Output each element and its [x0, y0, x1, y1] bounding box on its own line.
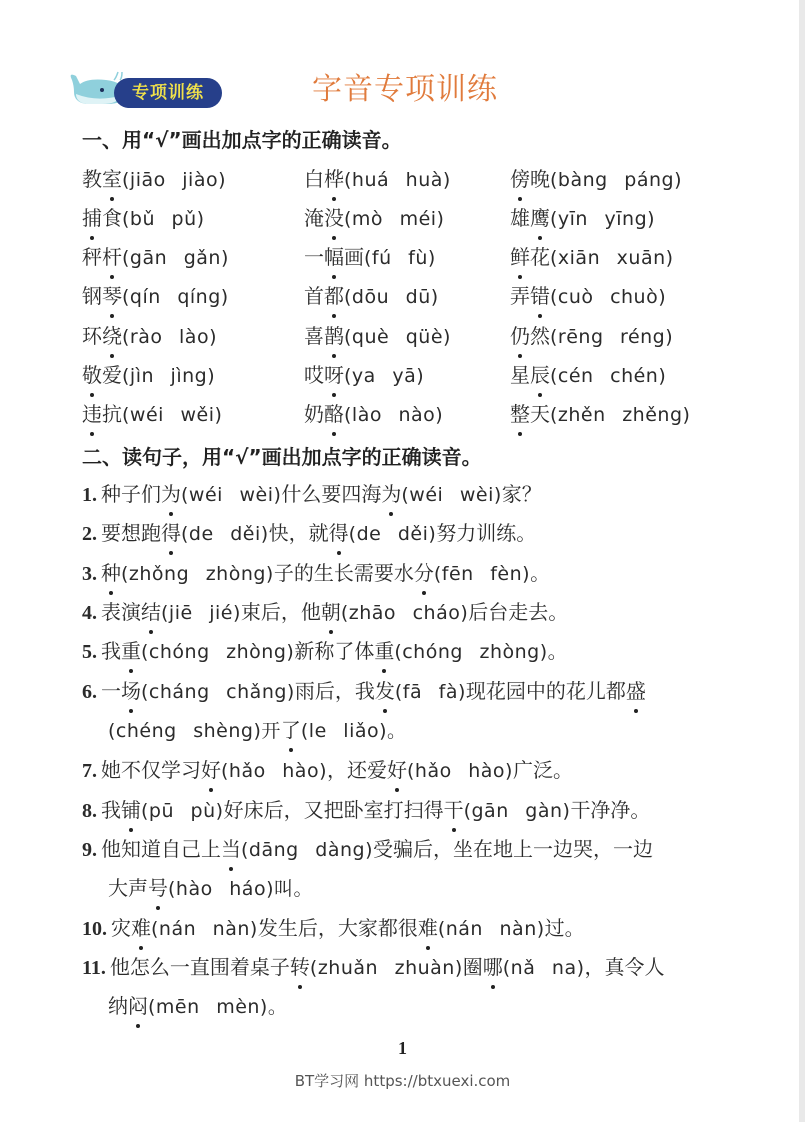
word-char: 雄 — [510, 206, 530, 230]
dotted-char: 傍 — [510, 167, 530, 191]
pinyin-options: (ya yā) — [344, 365, 425, 387]
word-item — [82, 323, 217, 350]
dotted-char: 捕 — [82, 206, 102, 230]
page-number: 1 — [398, 1038, 407, 1058]
word-item — [82, 362, 215, 389]
sentence-number: 5. — [82, 641, 97, 663]
pinyin-options: (chóng zhòng) — [141, 641, 295, 663]
word-char: 天 — [530, 402, 550, 426]
word-char: 白 — [304, 167, 324, 191]
sentence-number: 11. — [82, 957, 106, 979]
sentence-text: 我 — [101, 639, 121, 663]
dotted-char: 重 — [121, 639, 141, 663]
sentence-number: 4. — [82, 602, 97, 624]
sentence-number: 2. — [82, 523, 97, 545]
pinyin-options: (dōu dū) — [344, 286, 439, 308]
sentence-text: 过。 — [544, 916, 585, 940]
sentence-text: 发生后，大家都很 — [257, 916, 418, 940]
dotted-char: 重 — [374, 639, 395, 663]
word-char: 花 — [530, 245, 550, 269]
word-char: 爱 — [102, 363, 122, 387]
pinyin-options: (lào nào) — [344, 404, 444, 426]
sentence-text: 后台走去。 — [468, 600, 569, 624]
dotted-char: 种 — [101, 561, 121, 585]
sentence-text: 灾 — [111, 916, 131, 940]
sentence-text: 圈 — [462, 955, 483, 979]
word-char: 喜 — [304, 324, 324, 348]
sentence-number: 6. — [82, 681, 97, 703]
pinyin-options: (zhāo cháo) — [340, 602, 469, 624]
page-edge — [799, 0, 805, 1122]
section-1-heading: 一、用“√”画出加点字的正确读音。 — [82, 128, 402, 152]
pinyin-options: (rēng réng) — [550, 326, 674, 348]
dotted-char: 铺 — [121, 798, 141, 822]
word-char: 画 — [344, 245, 364, 269]
pinyin-options: (wéi wèi) — [401, 484, 502, 506]
dotted-char: 室 — [102, 167, 122, 191]
pinyin-options: (zhǒng zhòng) — [121, 563, 274, 585]
dotted-char: 得 — [328, 521, 349, 545]
sentence-text: 新称了体 — [294, 639, 375, 663]
badge-label: 专项训练 — [114, 78, 222, 108]
dotted-char: 呀 — [324, 363, 344, 387]
word-item — [304, 401, 443, 428]
sentence-line — [82, 836, 653, 863]
pinyin-options: (fú fù) — [364, 247, 436, 269]
dotted-char: 仍 — [510, 324, 530, 348]
sentence-text: 努力训练。 — [436, 521, 537, 545]
word-item — [82, 283, 229, 310]
word-char: 首 — [304, 284, 324, 308]
dotted-char: 干 — [443, 798, 464, 822]
dotted-char: 整 — [510, 402, 530, 426]
word-item — [82, 205, 205, 232]
sentence-text: 。 — [530, 561, 551, 585]
dotted-char: 没 — [324, 206, 344, 230]
watermark: BT学习网 https://btxuexi.com — [294, 1072, 511, 1090]
word-item — [304, 205, 444, 232]
sentence-text: 他怎么一直围着桌子 — [109, 955, 290, 979]
sentence-text: 纳 — [108, 994, 128, 1018]
pinyin-options: (hǎo hào) — [221, 760, 327, 782]
word-char: 弄 — [510, 284, 530, 308]
dotted-char: 违 — [82, 402, 102, 426]
word-item — [304, 283, 439, 310]
dotted-char: 分 — [413, 561, 434, 585]
sentence-text: 种子们 — [101, 482, 161, 506]
sentence-text: 要想跑 — [101, 521, 161, 545]
sentence-line — [82, 915, 585, 942]
sentence-text: 束后，他 — [240, 600, 321, 624]
word-item — [510, 283, 666, 310]
sentence-number: 9. — [82, 839, 97, 861]
dotted-char: 得 — [161, 521, 181, 545]
pinyin-options: (hǎo hào) — [406, 760, 513, 782]
sentence-text: 我 — [101, 798, 121, 822]
sentence-continuation — [108, 993, 287, 1020]
sentence-line — [82, 560, 550, 587]
sentence-text: 受骗后，坐在地上一边哭，一边 — [372, 837, 653, 861]
dotted-char: 号 — [148, 876, 168, 900]
dotted-char: 为 — [161, 482, 181, 506]
word-item — [510, 166, 682, 193]
pinyin-options: (mēn mèn)。 — [148, 996, 288, 1018]
sentence-text: 子的生长需要水 — [273, 561, 414, 585]
pinyin-options: (huá huà) — [344, 169, 451, 191]
sentence-line — [82, 757, 573, 784]
sentence-text: 。 — [547, 639, 568, 663]
pinyin-options: (pū pù) — [141, 800, 224, 822]
pinyin-options: (nán nàn) — [437, 918, 545, 940]
pinyin-options: (de děi) — [181, 523, 269, 545]
dotted-char: 杆 — [102, 245, 122, 269]
section-2-heading: 二、读句子，用“√”画出加点字的正确读音。 — [82, 445, 482, 469]
sentence-text: 他知道自己上 — [101, 837, 221, 861]
word-item — [82, 244, 229, 271]
pinyin-options: (jiāo jiào) — [122, 169, 227, 191]
word-char: 秤 — [82, 245, 102, 269]
sentence-line — [82, 954, 665, 981]
sentence-text: 广泛。 — [512, 758, 573, 782]
dotted-char: 发 — [374, 679, 395, 703]
pinyin-options: (wéi wěi) — [122, 404, 223, 426]
word-item — [510, 244, 674, 271]
word-char: 食 — [102, 206, 122, 230]
pinyin-options: (fēn fèn) — [433, 563, 531, 585]
dotted-char: 桦 — [324, 167, 344, 191]
dotted-char: 转 — [289, 955, 310, 979]
sentence-text: 快，就 — [268, 521, 329, 545]
sentence-continuation — [108, 875, 313, 902]
word-item — [510, 362, 666, 389]
dotted-char: 绕 — [102, 324, 122, 348]
dotted-char: 琴 — [102, 284, 122, 308]
word-item — [304, 244, 436, 271]
sentence-text: 一 — [101, 679, 121, 703]
dotted-char: 辰 — [530, 363, 550, 387]
dotted-char: 难 — [417, 916, 438, 940]
sentence-line — [82, 797, 650, 824]
sentence-line — [82, 678, 646, 705]
sentence-text: 好床后，又把卧室打扫得 — [223, 798, 444, 822]
dotted-char: 盛 — [625, 679, 646, 703]
word-char: 抗 — [102, 402, 122, 426]
sentence-text: 雨后，我 — [294, 679, 375, 703]
word-char: 星 — [510, 363, 530, 387]
pinyin-options: (rào lào) — [122, 326, 217, 348]
pinyin-options: (cháng chǎng) — [141, 681, 295, 703]
sentence-line — [82, 481, 542, 508]
pinyin-options: (chóng zhòng) — [394, 641, 548, 663]
pinyin-options: (gān gǎn) — [122, 247, 229, 269]
dotted-char: 鹰 — [530, 206, 550, 230]
sentence-number: 1. — [82, 484, 97, 506]
sentence-text: 干净净。 — [570, 798, 651, 822]
word-char: 钢 — [82, 284, 102, 308]
pinyin-options: (bàng páng) — [550, 169, 682, 191]
sentence-continuation — [108, 717, 407, 744]
page-title: 字音专项训练 — [312, 72, 498, 107]
sentence-text: 她不仅学习 — [101, 758, 201, 782]
pinyin-options: (chéng shèng)开 — [108, 720, 281, 742]
dotted-char: 好 — [201, 758, 221, 782]
pinyin-options: (cuò chuò) — [550, 286, 667, 308]
pinyin-options: (fā fà) — [394, 681, 466, 703]
pinyin-options: (le liǎo)。 — [300, 720, 407, 742]
pinyin-options: (zhuǎn zhuàn) — [309, 957, 463, 979]
dotted-char: 了 — [280, 718, 301, 742]
sentence-line — [82, 599, 568, 626]
sentence-text: 家？ — [501, 482, 542, 506]
pinyin-options: (gān gàn) — [463, 800, 571, 822]
dotted-char: 酪 — [324, 402, 344, 426]
dotted-char: 当 — [221, 837, 241, 861]
word-item — [304, 362, 424, 389]
sentence-number: 7. — [82, 760, 97, 782]
pinyin-options: (cén chén) — [550, 365, 667, 387]
word-item — [82, 166, 226, 193]
word-char: 教 — [82, 167, 102, 191]
pinyin-options: (dāng dàng) — [241, 839, 373, 861]
pinyin-options: (jìn jìng) — [122, 365, 216, 387]
word-char: 然 — [530, 324, 550, 348]
pinyin-options: (nǎ na) — [502, 957, 585, 979]
pinyin-options: (zhěn zhěng) — [550, 404, 691, 426]
pinyin-options: (nán nàn) — [151, 918, 258, 940]
word-item — [304, 166, 451, 193]
sentence-text: ，还爱 — [326, 758, 387, 782]
dotted-char: 敬 — [82, 363, 102, 387]
pinyin-options: (jiē jié) — [161, 602, 241, 624]
sentence-line — [82, 638, 568, 665]
dotted-char: 闷 — [128, 994, 148, 1018]
word-char: 一 — [304, 245, 324, 269]
pinyin-options: (bǔ pǔ) — [122, 208, 205, 230]
pinyin-options: (yīn yīng) — [550, 208, 656, 230]
word-char: 奶 — [304, 402, 324, 426]
pinyin-options: (hào háo)叫。 — [168, 878, 313, 900]
dotted-char: 结 — [141, 600, 161, 624]
dotted-char: 鹊 — [324, 324, 344, 348]
pinyin-options: (xiān xuān) — [550, 247, 674, 269]
section-badge — [66, 64, 226, 110]
pinyin-options: (què qüè) — [344, 326, 451, 348]
word-char: 晚 — [530, 167, 550, 191]
sentence-line — [82, 520, 536, 547]
pinyin-options: (mò méi) — [344, 208, 445, 230]
dotted-char: 哪 — [482, 955, 503, 979]
dotted-char: 鲜 — [510, 245, 530, 269]
sentence-number: 3. — [82, 563, 97, 585]
dotted-char: 难 — [131, 916, 151, 940]
word-char: 哎 — [304, 363, 324, 387]
sentence-text: 什么要四海 — [281, 482, 382, 506]
sentence-text: 表演 — [101, 600, 141, 624]
word-item — [82, 401, 222, 428]
sentence-number: 10. — [82, 918, 107, 940]
dotted-char: 都 — [324, 284, 344, 308]
dotted-char: 场 — [121, 679, 141, 703]
word-item — [304, 323, 451, 350]
pinyin-options: (wéi wèi) — [181, 484, 282, 506]
sentence-number: 8. — [82, 800, 97, 822]
sentence-text: ，真令人 — [584, 955, 665, 979]
sentence-text: 大声 — [108, 876, 148, 900]
pinyin-options: (de děi) — [348, 523, 437, 545]
dotted-char: 朝 — [320, 600, 341, 624]
dotted-char: 好 — [386, 758, 407, 782]
sentence-text: 现花园中的花儿都 — [465, 679, 626, 703]
word-char: 环 — [82, 324, 102, 348]
dotted-char: 幅 — [324, 245, 344, 269]
dotted-char: 为 — [381, 482, 402, 506]
word-item — [510, 323, 673, 350]
pinyin-options: (qín qíng) — [122, 286, 229, 308]
word-char: 淹 — [304, 206, 324, 230]
word-item — [510, 401, 690, 428]
word-item — [510, 205, 655, 232]
dotted-char: 错 — [530, 284, 550, 308]
